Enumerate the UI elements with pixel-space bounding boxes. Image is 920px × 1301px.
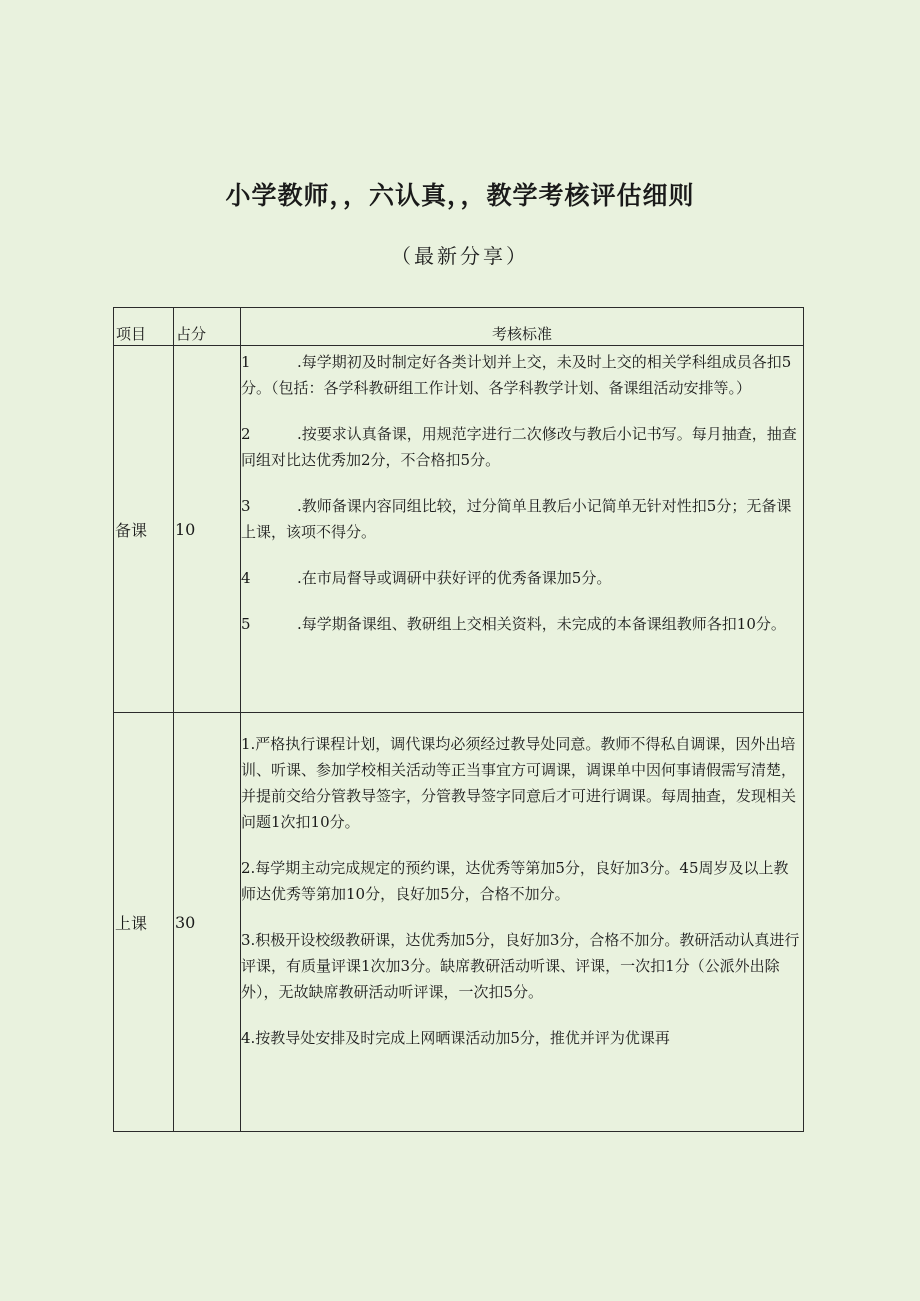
row-criteria	[241, 713, 804, 1132]
criteria-num: 5	[241, 615, 251, 633]
criteria-text: .按要求认真备课，用规范字进行二次修改与教后小记书写。每月抽查，抽查同组对比达优秀加2分，不合格扣5分。	[241, 425, 797, 469]
criteria-item: 1.严格执行课程计划，调代课均必须经过教导处同意。教师不得私自调课，因外出培训、听课、参加学校相关活动等正当事宜方可调课，调课单中因何事请假需写清楚，并提前交给分管教导签字，分管教导签字同意后才可进行调课。每周抽查，发现相关问题1次扣10分。	[241, 735, 797, 831]
criteria-item	[241, 421, 803, 473]
criteria-text: .每学期初及时制定好各类计划并上交，未及时上交的相关学科组成员各扣5分。（包括：各学科教研组工作计划、各学科教学计划、备课组活动安排等。）	[241, 353, 792, 397]
header-criteria: 考核标准	[241, 308, 804, 346]
criteria-item	[241, 349, 803, 401]
criteria-item	[241, 611, 803, 637]
row-score: 10	[174, 346, 241, 713]
table-row-lesson-prep	[114, 346, 804, 713]
criteria-item	[241, 493, 803, 545]
table-header-row	[114, 308, 804, 346]
document-title: 小学教师，，六认真，，教学考核评估细则	[225, 181, 695, 210]
assessment-table	[113, 307, 804, 1132]
header-item: 项目	[114, 308, 174, 346]
criteria-num: 3	[241, 497, 251, 515]
document-subtitle: （最新分享）	[391, 244, 529, 268]
header-score: 占分	[174, 308, 241, 346]
row-category: 备课	[114, 346, 174, 713]
criteria-text: .在市局督导或调研中获好评的优秀备课加5分。	[297, 569, 612, 587]
criteria-item: 2.每学期主动完成规定的预约课，达优秀等第加5分，良好加3分。45周岁及以上教师达优秀等第加10分，良好加5分，合格不加分。	[241, 859, 789, 903]
criteria-text: .教师备课内容同组比较，过分简单且教后小记简单无针对性扣5分；无备课上课，该项不得分。	[241, 497, 792, 541]
row-category: 上课	[114, 713, 174, 1132]
row-score: 30	[174, 713, 241, 1132]
criteria-text: .每学期备课组、教研组上交相关资料，未完成的本备课组教师各扣10分。	[297, 615, 786, 633]
row-criteria	[241, 346, 804, 713]
criteria-num: 2	[241, 425, 251, 443]
criteria-item: 4.按教导处安排及时完成上网晒课活动加5分，推优并评为优课再	[241, 1029, 670, 1047]
criteria-num: 1	[241, 353, 251, 371]
criteria-num: 4	[241, 569, 251, 587]
criteria-item: 3.积极开设校级教研课，达优秀加5分，良好加3分，合格不加分。教研活动认真进行评课，有质量评课1次加3分。缺席教研活动听课、评课，一次扣1分（公派外出除外），无故缺席教研活动听评课，一次扣5分。	[241, 931, 800, 1001]
criteria-item	[241, 565, 803, 591]
table-row-teaching	[114, 713, 804, 1132]
